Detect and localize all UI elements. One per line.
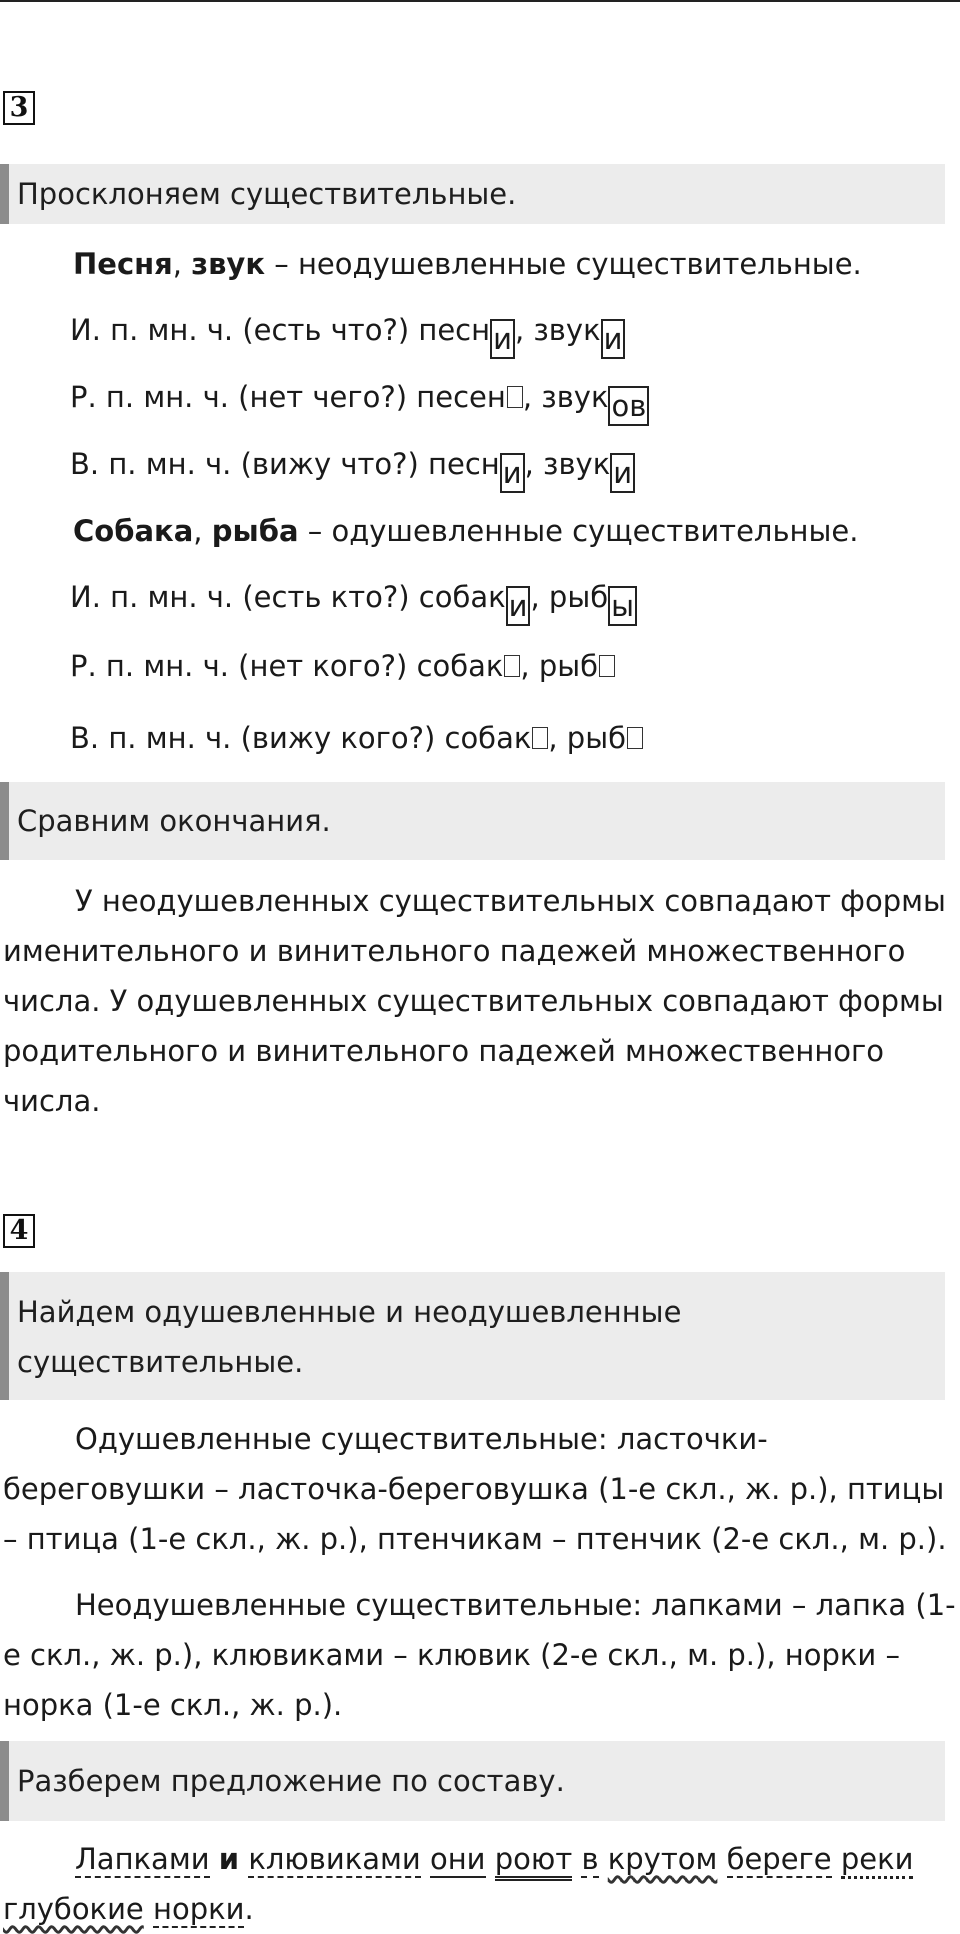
sep: , — [548, 721, 567, 755]
sentence-word: клювиками — [248, 1842, 421, 1876]
decline-row — [70, 447, 635, 493]
word-ryba: рыба — [211, 514, 299, 548]
stem: песн — [418, 313, 491, 347]
inanimate-paragraph: Неодушевленные существительные: лапками – лапка (1-е скл., ж. р.), клювиками – клювик (2-е скл., м. р.), норки – норка (1-е скл., ж. р.). — [3, 1588, 956, 1722]
sentence-word: в — [581, 1842, 599, 1876]
predicate-word: роют — [495, 1842, 572, 1881]
stem: песн — [428, 447, 500, 481]
top-rule — [0, 0, 960, 2]
task4-header-parse: Разберем предложение по составу. — [0, 1741, 945, 1821]
task4-header-find: Найдем одушевленные и неодушевленные существительные. — [0, 1272, 945, 1400]
sentence-word: береге — [726, 1842, 832, 1876]
stem: собак — [416, 649, 504, 683]
word-pesnya: Песня — [73, 247, 173, 281]
case-label: В. п. мн. ч. (вижу кого?) — [70, 721, 445, 755]
decline-row — [70, 580, 637, 626]
sentence-word: норки — [153, 1892, 245, 1926]
task-number-3: 3 — [3, 91, 35, 125]
ending-box: и — [500, 453, 525, 493]
group-animate-heading — [73, 514, 858, 548]
sep: , — [514, 313, 534, 347]
sep: , — [193, 514, 212, 548]
sentence-word: Лапками — [75, 1842, 210, 1876]
stem: звук — [543, 447, 611, 481]
case-label: В. п. мн. ч. (вижу что?) — [70, 447, 429, 481]
task3-header-compare: Сравним окончания. — [0, 782, 945, 860]
decline-row — [70, 380, 649, 426]
sep: , — [524, 447, 544, 481]
ending-box: и — [506, 586, 531, 626]
task-number-4: 4 — [3, 1214, 35, 1248]
ending-box: и — [610, 453, 635, 493]
sep: , — [520, 649, 539, 683]
parsed-sentence — [3, 1834, 958, 1934]
stem: рыб — [548, 580, 609, 614]
ending-box: ы — [608, 586, 637, 626]
case-label: И. п. мн. ч. (есть что?) — [70, 313, 419, 347]
animate-paragraph: Одушевленные существительные: ласточки-береговушки – ласточка-береговушка (1-е скл., ж. р.), птицы – птица (1-е скл., ж. р.), птенчикам – птенчик (2-е скл., м. р.). — [3, 1422, 947, 1556]
word-zvuk: звук — [191, 247, 266, 281]
case-label: И. п. мн. ч. (есть кто?) — [70, 580, 419, 614]
ending-box: и — [490, 319, 515, 359]
task3-header-decline: Просклоняем существительные. — [0, 164, 945, 224]
stem: песен — [416, 380, 506, 414]
decline-row — [70, 721, 643, 755]
zero-ending-icon — [532, 727, 548, 749]
stem: звук — [533, 313, 601, 347]
group-inanimate-label: – неодушевленные существительные. — [265, 247, 862, 281]
zero-ending-icon — [599, 655, 615, 677]
decline-row — [70, 313, 625, 359]
stem: звук — [541, 380, 609, 414]
ending-box: ов — [608, 386, 649, 426]
sep: , — [522, 380, 542, 414]
word-sobaka: Собака — [73, 514, 194, 548]
zero-ending-icon — [507, 386, 523, 408]
case-label: Р. п. мн. ч. (нет чего?) — [70, 380, 417, 414]
zero-ending-icon — [504, 655, 520, 677]
zero-ending-icon — [627, 727, 643, 749]
sentence-word: крутом — [607, 1842, 718, 1876]
group-inanimate-heading — [73, 247, 862, 281]
sentence-word: глубокие — [3, 1892, 144, 1926]
sep: , — [530, 580, 549, 614]
sep: , — [172, 247, 192, 281]
conclusion-paragraph: У неодушевленных существительных совпадают формы именительного и винительного падежей множественного числа. У одушевленных существительных совпадают формы родительного и винительного падежей множественного числа. — [3, 884, 946, 1118]
decline-row — [70, 649, 615, 683]
sentence-word: и — [218, 1842, 240, 1876]
case-label: Р. п. мн. ч. (нет кого?) — [70, 649, 417, 683]
subject-word: они — [429, 1842, 486, 1876]
stem: собак — [444, 721, 532, 755]
ending-box: и — [601, 319, 626, 359]
stem: рыб — [538, 649, 599, 683]
sentence-word: реки — [841, 1842, 914, 1879]
stem: рыб — [566, 721, 626, 755]
stem: собак — [418, 580, 506, 614]
sentence-period: . — [244, 1892, 254, 1926]
group-animate-label: – одушевленные существительные. — [298, 514, 859, 548]
